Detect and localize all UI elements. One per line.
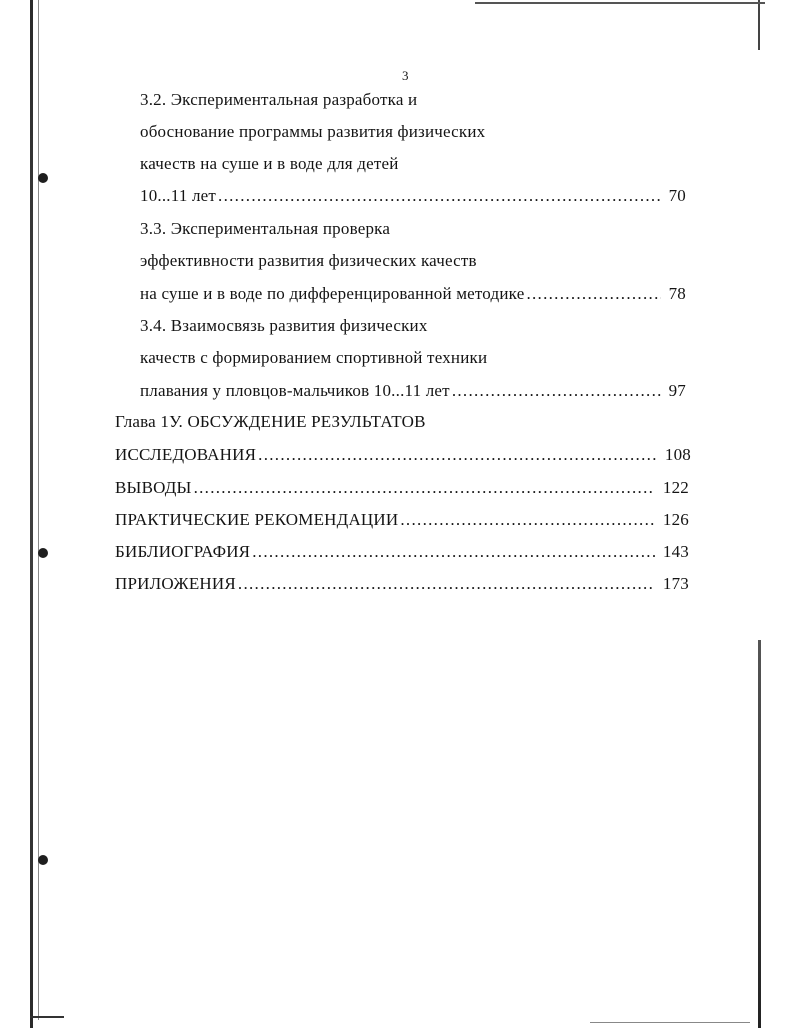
toc-page-number: 122	[662, 478, 689, 497]
toc-page-number: 78	[668, 284, 686, 303]
toc-leader-dots	[452, 381, 661, 401]
toc-entry-label: ВЫВОДЫ	[115, 478, 192, 497]
toc-entry-label: плавания у пловцов-мальчиков 10...11 лет	[140, 381, 450, 400]
toc-leader-dots	[194, 478, 655, 498]
toc-leader-dots	[218, 186, 661, 206]
toc-entry-3-3	[140, 284, 686, 304]
toc-leader-dots	[400, 510, 655, 530]
toc-entry-bibliography	[115, 542, 689, 562]
toc-entry-chapter-4	[115, 445, 691, 465]
toc-line: 3.3. Экспериментальная проверка	[140, 219, 391, 238]
page-number: 3	[402, 68, 409, 83]
toc-entry-recommendations	[115, 510, 689, 530]
toc-entry-label: ПРИЛОЖЕНИЯ	[115, 574, 236, 593]
toc-leader-dots	[258, 445, 657, 465]
toc-leader-dots	[252, 542, 655, 562]
toc-entry-conclusions	[115, 478, 689, 498]
toc-chapter-heading: Глава 1У. ОБСУЖДЕНИЕ РЕЗУЛЬТАТОВ	[115, 412, 426, 431]
toc-entry-label: ИССЛЕДОВАНИЯ	[115, 445, 257, 464]
toc-line: 3.4. Взаимосвязь развития физических	[140, 316, 428, 335]
toc-page-number: 70	[668, 186, 686, 205]
toc-leader-dots	[526, 284, 660, 304]
toc-entry-label: ПРАКТИЧЕСКИЕ РЕКОМЕНДАЦИИ	[115, 510, 399, 529]
toc-entry-label: 10...11 лет	[140, 186, 217, 205]
toc-entry-3-4	[140, 381, 686, 401]
toc-line: эффективности развития физических качеств	[140, 251, 477, 270]
toc-page-number: 126	[662, 510, 689, 529]
toc-page-number: 143	[662, 542, 689, 561]
toc-line: обоснование программы развития физических	[140, 122, 486, 141]
toc-line: 3.2. Экспериментальная разработка и	[140, 90, 418, 109]
toc-leader-dots	[238, 574, 655, 594]
toc-page-number: 108	[664, 445, 691, 464]
toc-entry-appendices	[115, 574, 689, 594]
toc-page-number: 173	[662, 574, 689, 593]
toc-entry-label: на суше и в воде по дифференцированной методике	[140, 284, 525, 303]
toc-page-number: 97	[668, 381, 686, 400]
toc-entry-label: БИБЛИОГРАФИЯ	[115, 542, 251, 561]
toc-line: качеств с формированием спортивной техники	[140, 348, 488, 367]
toc-line: качеств на суше и в воде для детей	[140, 154, 399, 173]
toc-entry-3-2	[140, 186, 686, 206]
